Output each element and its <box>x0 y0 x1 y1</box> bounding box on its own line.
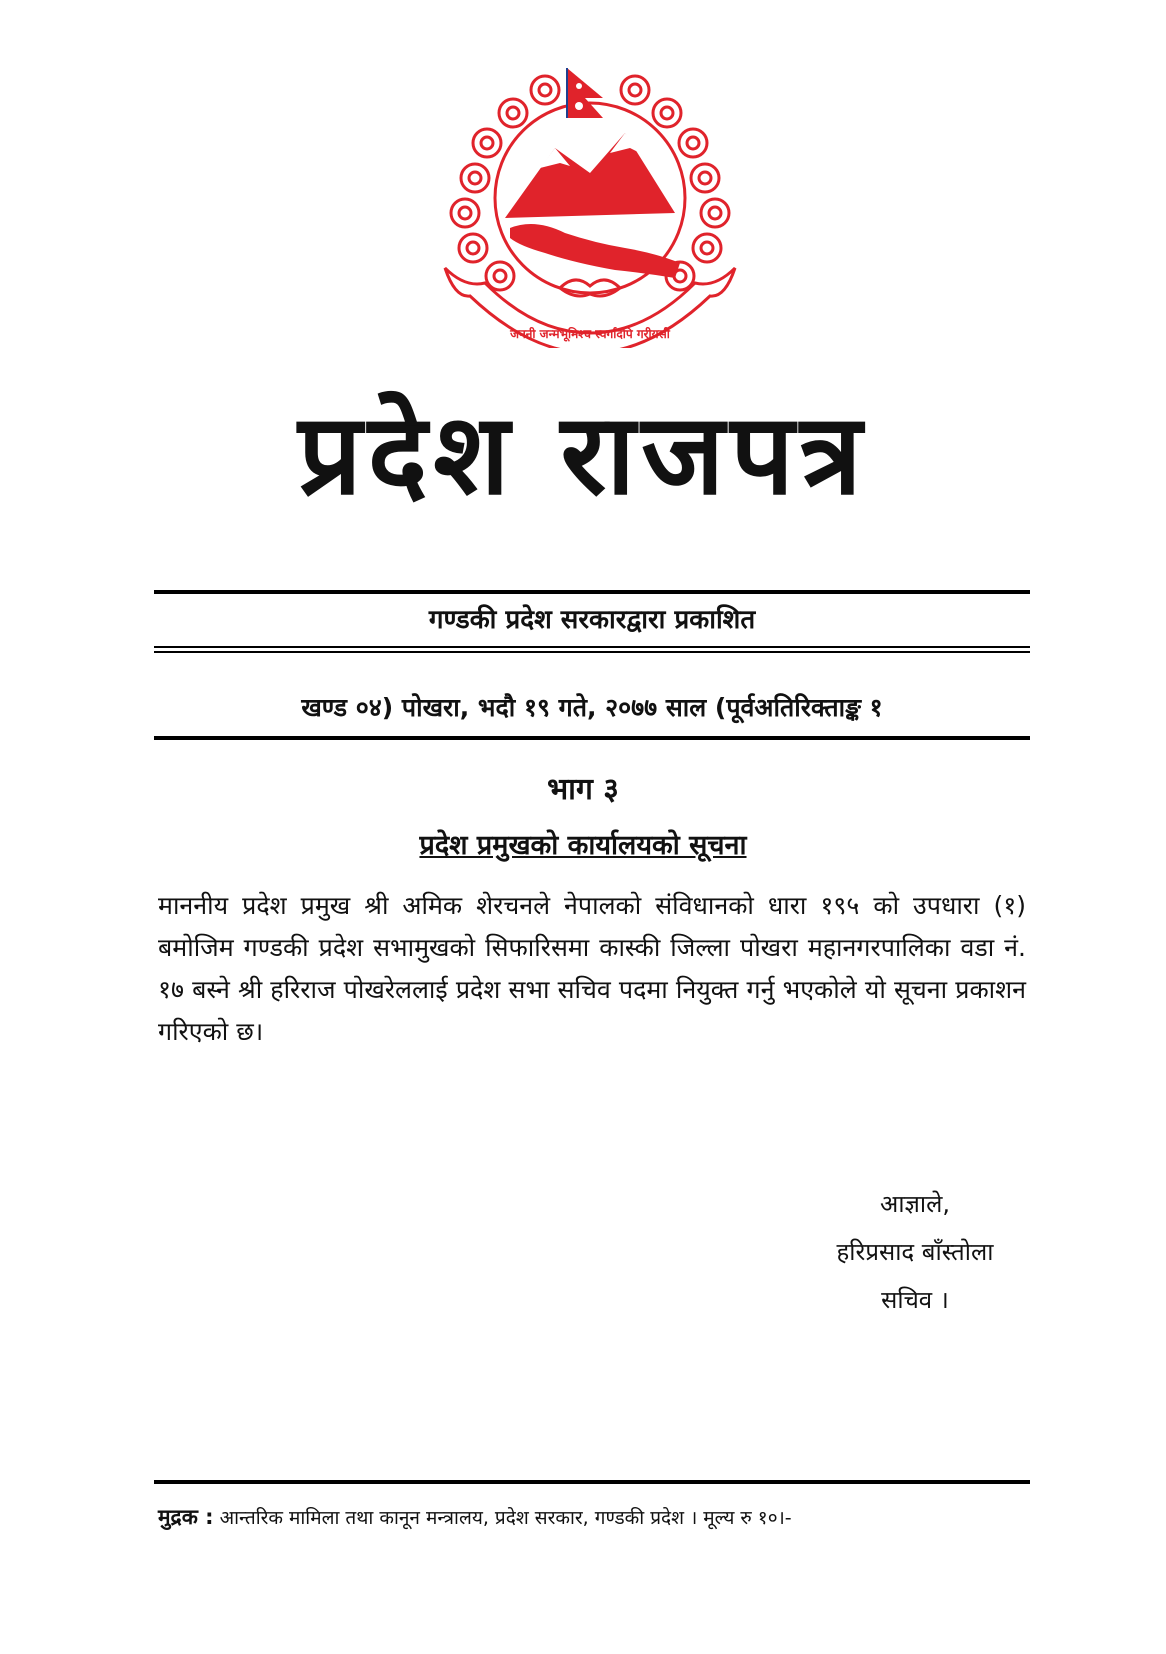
divider-double-1 <box>154 646 1030 648</box>
signature-designation: सचिव । <box>881 1286 949 1314</box>
notice-body: माननीय प्रदेश प्रमुख श्री अमिक शेरचनले नेपालको संविधानको धारा १९५ को उपधारा (१) बमोजिम गण्डकी प्रदेश सभामुखको सिफारिसमा कास्की जिल्ला पोखरा महानगरपालिका वडा नं. १७ बस्ने श्री हरिराज पोखरेललाई प्रदेश सभा सचिव पदमा नियुक्त गर्नु भएकोले यो सूचना प्रकाशन गरिएको छ। <box>158 891 1026 1046</box>
part-number: भाग ३ <box>547 772 619 807</box>
nepal-coat-of-arms-icon <box>425 48 755 348</box>
issue-line: खण्ड ०४) पोखरा, भदौ १९ गते, २०७७ साल (पूर्वअतिरिक्ताङ्क १ <box>301 693 883 722</box>
signature-block <box>790 1180 1040 1324</box>
footer-divider <box>154 1480 1030 1484</box>
emblem-motto: जननी जन्मभूमिश्च स्वर्गादपि गरीयसी <box>510 327 670 341</box>
divider-top <box>154 590 1030 594</box>
printer-label: मुद्रक : <box>158 1505 214 1529</box>
divider-double-2 <box>154 651 1030 653</box>
signature-order: आज्ञाले, <box>879 1190 951 1218</box>
notice-title: प्रदेश प्रमुखको कार्यालयको सूचना <box>419 830 747 861</box>
printer-info <box>158 1502 1038 1533</box>
gazette-title: प्रदेश राजपत्र <box>298 390 868 520</box>
printer-text: आन्तरिक मामिला तथा कानून मन्त्रालय, प्रदेश सरकार, गण्डकी प्रदेश । मूल्य रु १०।- <box>219 1507 792 1529</box>
emblem-graphic <box>425 48 755 348</box>
publisher-line: गण्डकी प्रदेश सरकारद्वारा प्रकाशित <box>428 605 756 635</box>
divider-bottom <box>154 736 1030 740</box>
signature-name: हरिप्रसाद बाँस्तोला <box>836 1238 994 1266</box>
